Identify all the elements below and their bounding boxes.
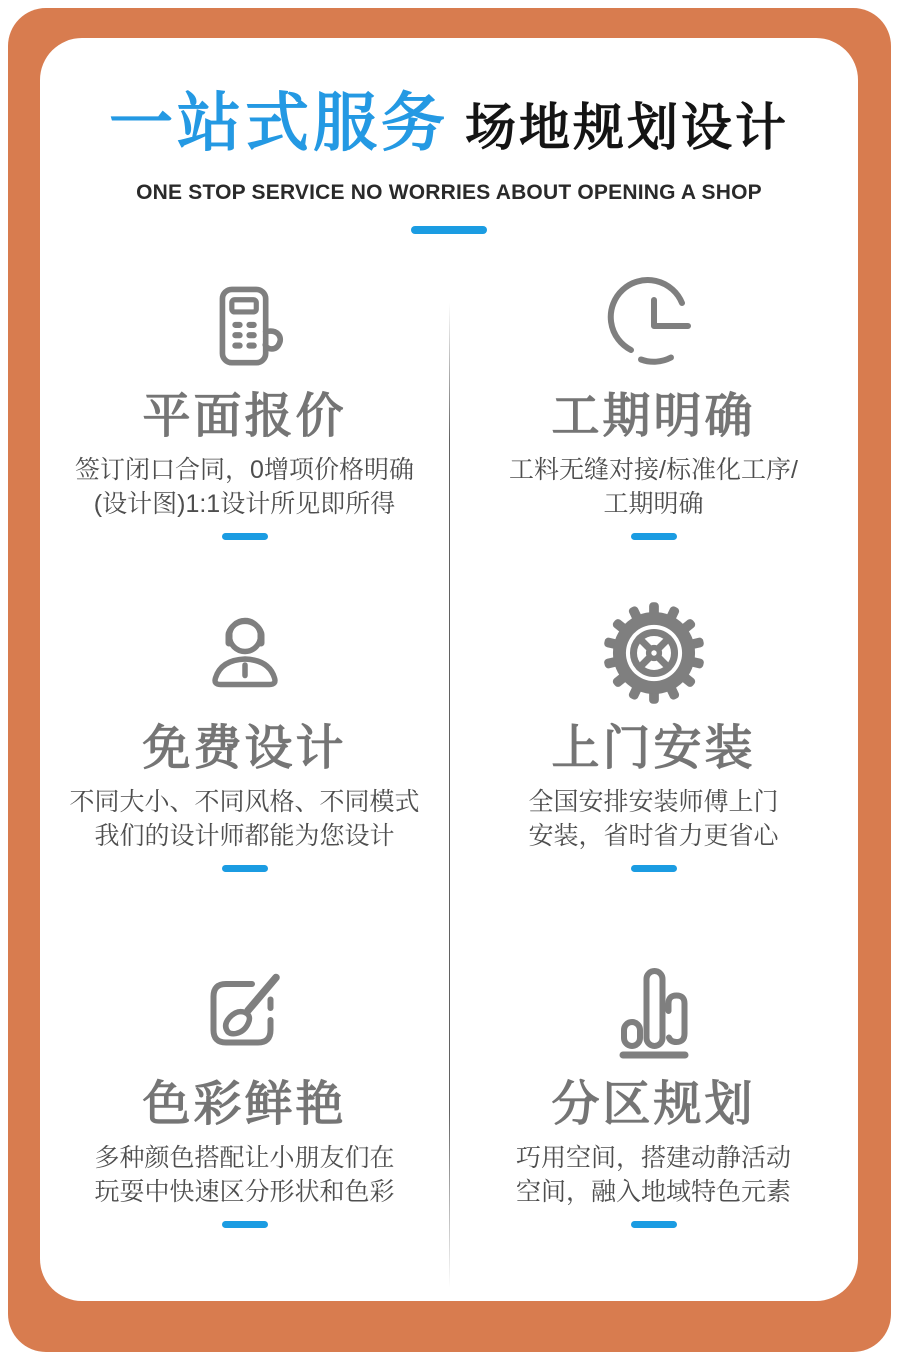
feature-card-color <box>40 951 449 1228</box>
feature-description <box>528 785 778 853</box>
feature-description <box>69 785 419 853</box>
calculator-icon <box>198 271 292 375</box>
gear-icon <box>600 603 708 707</box>
page-title-cn-black: 场地规划设计 <box>464 99 789 156</box>
feature-title: 平面报价 <box>142 390 347 443</box>
headset-person-icon <box>195 603 295 707</box>
feature-card-design <box>40 595 449 951</box>
feature-title: 分区规划 <box>551 1078 756 1131</box>
desc-line-2: 安装，省时省力更省心 <box>528 822 779 850</box>
column-divider-line <box>449 303 450 1288</box>
desc-line-1: 不同大小、不同风格、不同模式 <box>69 788 420 816</box>
desc-line-2: 玩耍中快速区分形状和色彩 <box>94 1178 395 1206</box>
feature-description <box>509 453 798 521</box>
feature-underline <box>222 1221 268 1228</box>
subtitle-en: ONE STOP SERVICE NO WORRIES ABOUT OPENING A SHOP <box>136 181 762 204</box>
desc-line-2: 工期明确 <box>603 490 704 518</box>
desc-line-1: 全国安排安装师傅上门 <box>528 788 779 816</box>
accent-underline-bar <box>411 226 487 234</box>
feature-card-schedule <box>449 263 858 595</box>
desc-line-1: 多种颜色搭配让小朋友们在 <box>94 1144 395 1172</box>
desc-line-2: 我们的设计师都能为您设计 <box>94 822 395 850</box>
content-card <box>40 38 858 1301</box>
page-title-cn-blue: 一站式服务 <box>108 87 449 159</box>
feature-description <box>75 453 414 521</box>
feature-underline <box>631 865 677 872</box>
feature-underline <box>222 533 268 540</box>
feature-underline <box>631 1221 677 1228</box>
feature-title: 色彩鲜艳 <box>142 1078 347 1131</box>
feature-description <box>516 1141 791 1209</box>
feature-underline <box>222 865 268 872</box>
clock-icon <box>604 271 704 375</box>
feature-title: 工期明确 <box>551 390 756 443</box>
feature-card-install <box>449 595 858 951</box>
desc-line-2: (设计图)1:1设计所见即所得 <box>93 490 396 518</box>
feature-title: 上门安装 <box>551 722 756 775</box>
feature-title: 免费设计 <box>142 722 347 775</box>
bar-chart-icon <box>604 959 704 1063</box>
header <box>40 38 858 234</box>
feature-description <box>94 1141 394 1209</box>
desc-line-2: 空间，融入地域特色元素 <box>515 1178 791 1206</box>
feature-card-zoning <box>449 951 858 1228</box>
paintbrush-icon <box>195 959 295 1063</box>
desc-line-1: 巧用空间，搭建动静活动 <box>515 1144 791 1172</box>
desc-line-1: 签订闭口合同，0增项价格明确 <box>75 456 414 484</box>
desc-line-1: 工料无缝对接/标准化工序/ <box>509 456 798 484</box>
features-grid <box>40 263 858 1228</box>
feature-card-quote <box>40 263 449 595</box>
feature-underline <box>631 533 677 540</box>
